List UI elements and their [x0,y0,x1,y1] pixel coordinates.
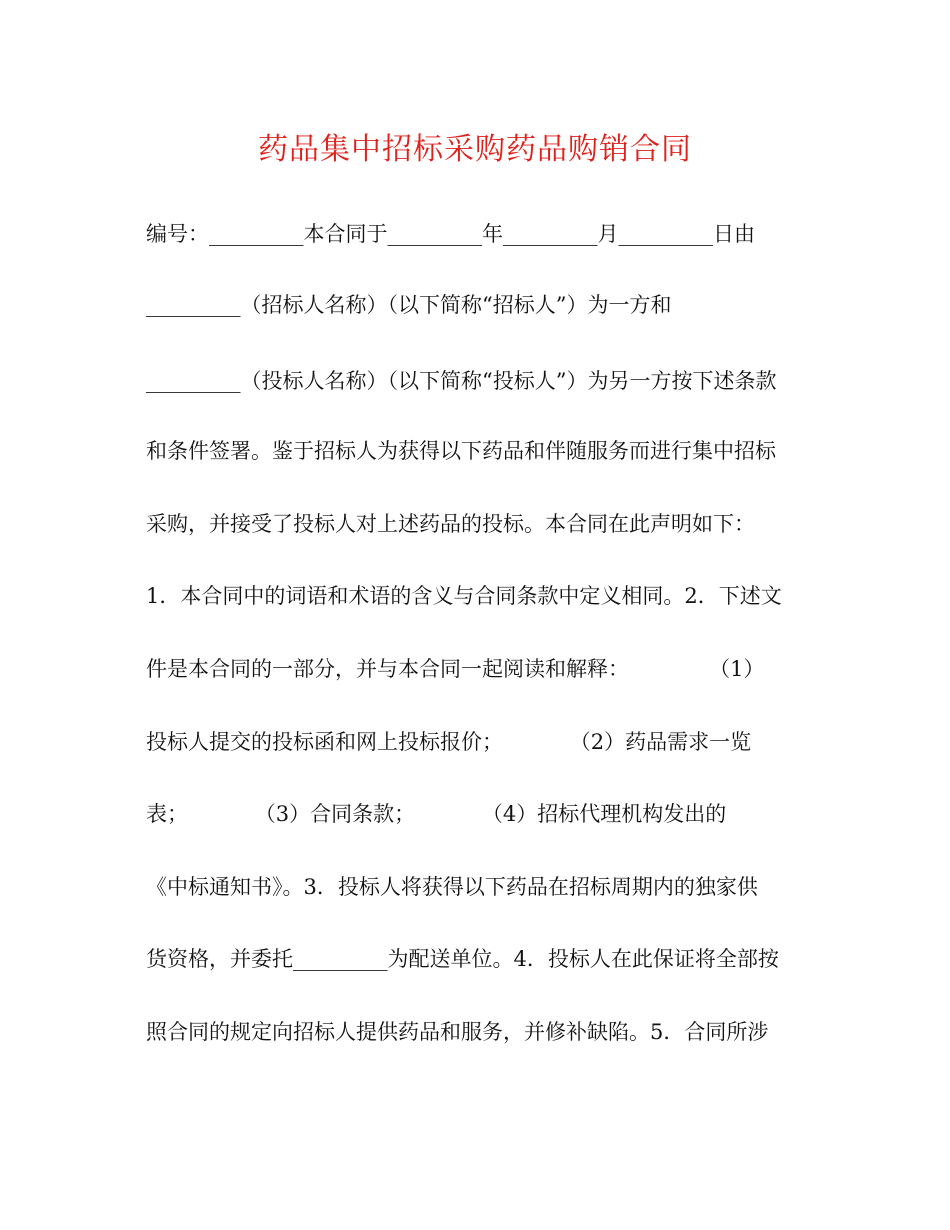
text-line-7: 件是本合同的一部分，并与本合同一起阅读和解释： （1） [146,657,765,681]
text-line-8: 投标人提交的投标函和网上投标报价； （2）药品需求一览 [146,730,752,754]
text-line-11: 货资格，并委托_________为配送单位。4．投标人在此保证将全部按 [146,947,779,971]
text-line-9: 表； （3）合同条款； （4）招标代理机构发出的 [146,802,727,826]
text-line-10: 《中标通知书》。3．投标人将获得以下药品在招标周期内的独家供 [146,875,758,899]
text-line-2: _________（招标人名称）（以下简称“招标人”）为一方和 [146,293,672,317]
document-title: 药品集中招标采购药品购销合同 [258,132,692,167]
text-line-12: 照合同的规定向招标人提供药品和服务，并修补缺陷。5．合同所涉 [146,1020,769,1044]
text-line-5: 采购，并接受了投标人对上述药品的投标。本合同在此声明如下： [146,512,755,536]
text-line-6: 1．本合同中的词语和术语的含义与合同条款中定义相同。2．下述文 [146,584,782,608]
text-line-4: 和条件签署。鉴于招标人为获得以下药品和伴随服务而进行集中招标 [146,439,776,463]
text-line-1: 编号：_________本合同于_________年_________月_________日由 [146,222,755,246]
text-line-3: _________（投标人名称）（以下简称“投标人”）为另一方按下述条款 [146,369,777,393]
